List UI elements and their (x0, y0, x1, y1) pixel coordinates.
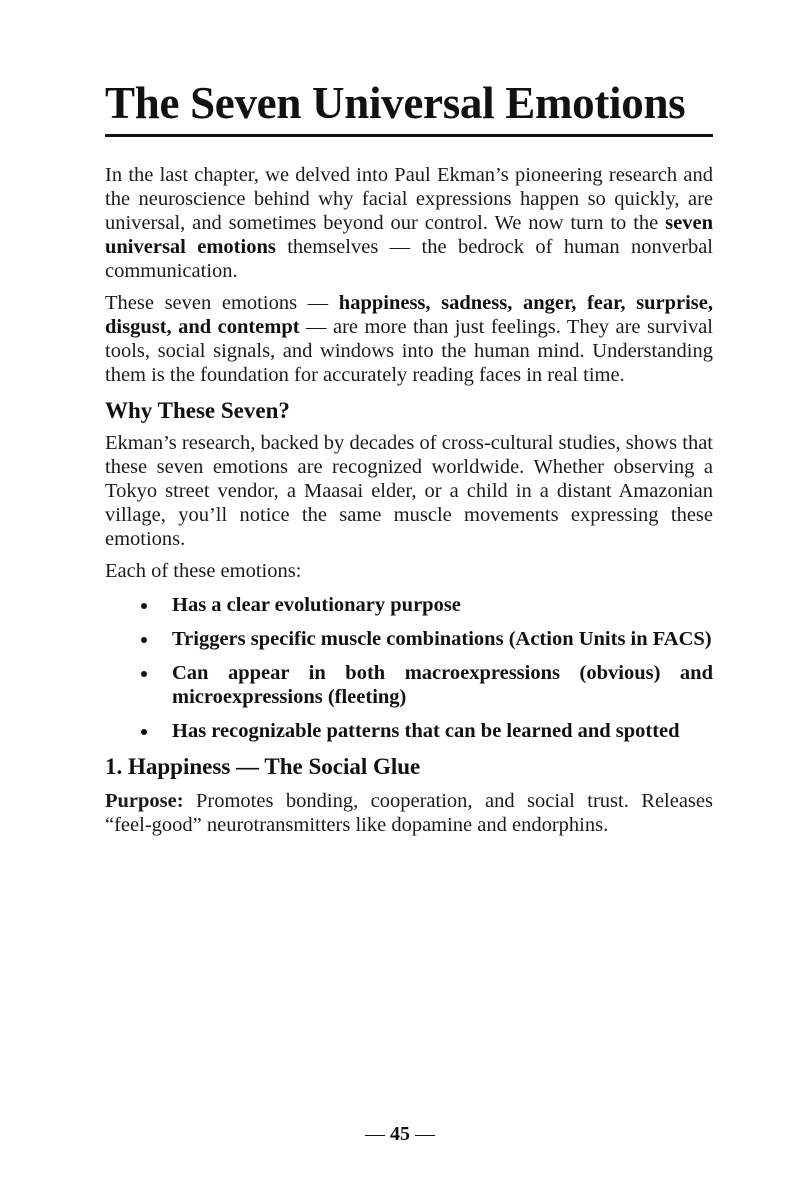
list-item-text: Has recognizable patterns that can be learned and spotted (172, 720, 680, 742)
intro-p2-text: These seven emotions — (105, 292, 339, 314)
list-item (172, 719, 713, 743)
footer-dash-right: — (410, 1123, 435, 1145)
emotions-list-bold: happiness, sadness, anger, fear, surprise, disgust, and contempt (105, 292, 713, 338)
list-intro: Each of these emotions: (105, 560, 302, 582)
intro-p1-bold: seven universal emotions (105, 212, 713, 258)
list-item (172, 661, 713, 709)
intro-p1-text: In the last chapter, we delved into Paul Ekman’s pioneering research and the neuroscience behind why facial expressions happen so quickly, are universal, and sometimes beyond our control. We now turn to the (105, 164, 713, 234)
list-item-text: Triggers specific muscle combinations (Action Units in FACS) (172, 628, 712, 650)
intro-paragraph-1 (105, 163, 713, 283)
bullet-icon (141, 671, 147, 677)
purpose-paragraph (105, 789, 713, 837)
why-paragraph: Ekman’s research, backed by decades of cross-cultural studies, shows that these seven emotions are recognized worldwide. Whether observing a Tokyo street vendor, a Maasai elder, or a child in a distant Amazonian village, you’ll notice the same muscle movements expressing these emotions. (105, 432, 713, 550)
page-number: 45 (390, 1123, 410, 1145)
page-content (105, 78, 713, 837)
purpose-label: Purpose: (105, 790, 184, 812)
intro-paragraph-2 (105, 291, 713, 387)
purpose-text: Promotes bonding, cooperation, and social trust. Releases “feel-good” neurotransmitters like dopamine and endorphins. (105, 790, 713, 836)
bullet-icon (141, 603, 147, 609)
list-item (172, 627, 713, 651)
intro-p2-text-end: — are more than just feelings. They are survival tools, social signals, and windows into the human mind. Understanding them is the foundation for accurately reading faces in real time. (105, 316, 714, 386)
chapter-title: The Seven Universal Emotions (105, 78, 713, 137)
section-heading-why: Why These Seven? (105, 398, 290, 423)
list-item-text: Has a clear evolutionary purpose (172, 594, 461, 616)
list-item (172, 593, 713, 617)
characteristics-list (105, 593, 713, 743)
intro-p1-text-end: themselves — the bedrock of human nonverbal communication. (105, 236, 713, 282)
bullet-icon (141, 729, 147, 735)
page-footer (0, 1123, 800, 1146)
bullet-icon (141, 637, 147, 643)
section-heading-happiness: 1. Happiness — The Social Glue (105, 754, 421, 779)
footer-dash-left: — (365, 1123, 390, 1145)
list-item-text: Can appear in both macroexpressions (obvious) and microexpressions (fleeting) (172, 662, 713, 708)
